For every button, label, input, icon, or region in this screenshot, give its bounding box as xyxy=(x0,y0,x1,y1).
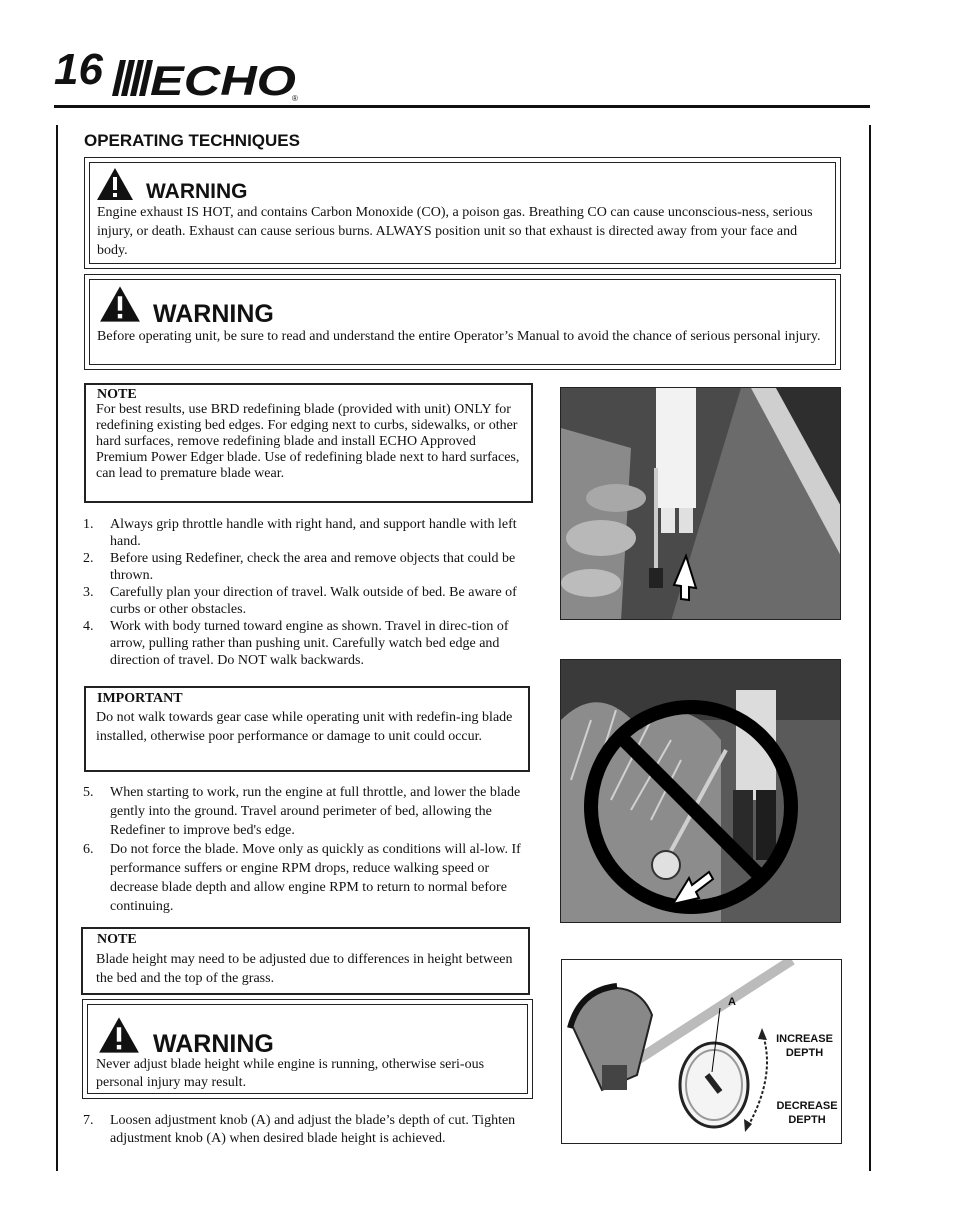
photo-correct-technique xyxy=(560,387,841,620)
warning-heading-3: WARNING xyxy=(153,1030,274,1058)
important-heading: IMPORTANT xyxy=(97,691,183,706)
brand-text: ECHO xyxy=(150,57,296,102)
warning-text-1: Engine exhaust IS HOT, and contains Carbon Monoxide (CO), a poison gas. Breathing CO can cause unconscious-ness, serious injury, or death. Exhaust can cause serious burns. ALWAYS position unit so that exhaust is directed away from your face and body. xyxy=(97,205,813,258)
list-item: 6. Do not force the blade. Move only as quickly as conditions will al-low. If performance suffers or engine RPM drops, reduce walking speed or decrease blade depth and allow engine RPM to return to normal before continuing. xyxy=(83,842,521,914)
warning-triangle-icon xyxy=(99,285,141,323)
list-item: 2. Before using Redefiner, check the area and remove objects that could be thrown. xyxy=(83,551,516,583)
echo-logo xyxy=(112,56,302,102)
steps-list-c xyxy=(83,1112,523,1148)
left-margin-rule xyxy=(56,125,58,1171)
registered-mark: ® xyxy=(292,94,298,102)
diagram-blade-adjustment xyxy=(561,959,842,1144)
list-item: 1. Always grip throttle handle with right hand, and support handle with left hand. xyxy=(83,517,517,549)
note-heading-2: NOTE xyxy=(97,932,137,947)
important-text: Do not walk towards gear case while operating unit with redefin-ing blade installed, otherwise poor performance or damage to unit could occur. xyxy=(96,710,513,744)
note-heading-1: NOTE xyxy=(97,387,137,402)
warning-triangle-icon xyxy=(96,167,134,201)
label-decrease-depth: DECREASE DEPTH xyxy=(776,1100,838,1126)
list-item: 5. When starting to work, run the engine at full throttle, and lower the blade gently into the ground. Travel around perimeter of bed, allowing the Redefiner to improve bed's edge. xyxy=(83,785,521,838)
warning-heading-1: WARNING xyxy=(146,180,248,203)
steps-list-a xyxy=(83,516,535,669)
label-increase-depth: INCREASE DEPTH xyxy=(776,1033,833,1059)
warning-text-2: Before operating unit, be sure to read and understand the entire Operator’s Manual to avoid the chance of serious personal injury. xyxy=(97,329,821,344)
note-text-1: For best results, use BRD redefining blade (provided with unit) ONLY for redefining existing bed edges. For edging next to curbs, sidewalks, or other hard surfaces, remove redefining blade and install ECHO Approved Premium Power Edger blade. Use of redefining blade next to hard surfaces, can lead to premature blade wear. xyxy=(96,402,520,481)
page-number: 16 xyxy=(54,45,103,94)
header-rule xyxy=(54,105,870,108)
warning-heading-2: WARNING xyxy=(153,300,274,328)
list-item: 3. Carefully plan your direction of travel. Walk outside of bed. Be aware of curbs or other obstacles. xyxy=(83,585,517,617)
note-text-2: Blade height may need to be adjusted due to differences in height between the bed and the top of the grass. xyxy=(96,952,513,986)
list-item: 4. Work with body turned toward engine as shown. Travel in direc-tion of arrow, pulling rather than pushing unit. Carefully watch bed edge and direction of travel. Do NOT walk backwards. xyxy=(83,619,509,668)
warning-triangle-icon xyxy=(98,1016,140,1054)
photo-incorrect-technique xyxy=(560,659,841,923)
warning-text-3: Never adjust blade height while engine is running, otherwise seri-ous personal injury may result. xyxy=(96,1057,485,1090)
section-title: OPERATING TECHNIQUES xyxy=(84,131,300,150)
steps-list-b xyxy=(83,783,535,916)
right-margin-rule xyxy=(869,125,871,1171)
list-item: 7. Loosen adjustment knob (A) and adjust the blade’s depth of cut. Tighten adjustment knob (A) when desired blade height is achieved. xyxy=(83,1113,516,1146)
label-a: A xyxy=(728,996,736,1008)
